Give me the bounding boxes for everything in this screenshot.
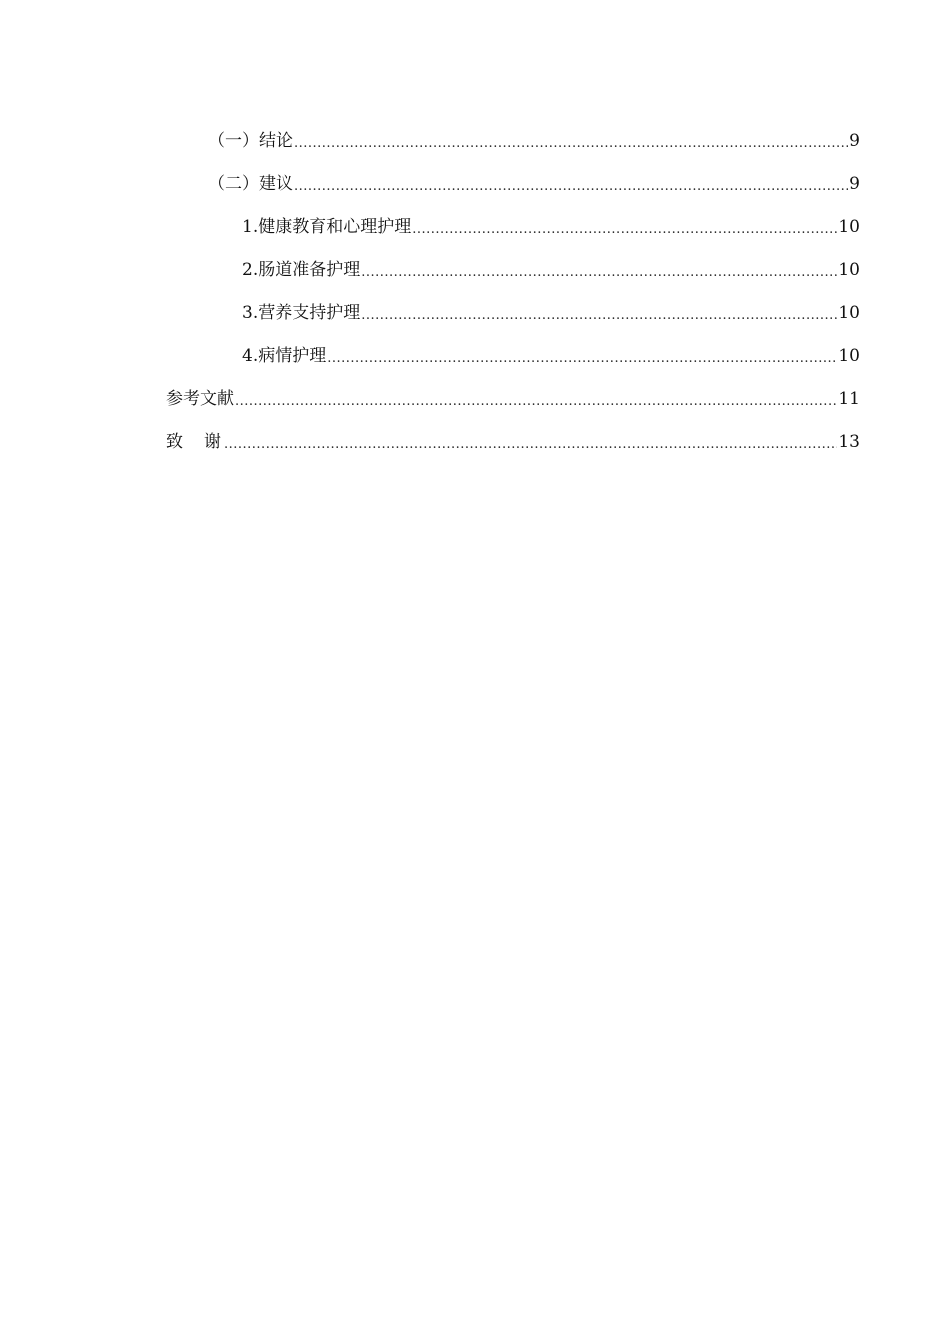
toc-entry-condition-care[interactable] (242, 341, 860, 367)
toc-entry-references[interactable] (166, 384, 860, 410)
toc-entry-title: 致 谢 (166, 432, 223, 452)
toc-dot-leader (235, 388, 837, 410)
toc-dot-leader (294, 130, 848, 152)
toc-page-number: 9 (849, 174, 860, 194)
toc-entry-conclusion[interactable] (208, 126, 860, 152)
toc-entry-title: 4.病情护理 (242, 346, 327, 366)
toc-dot-leader (294, 173, 848, 195)
toc-page-number: 10 (838, 303, 860, 323)
toc-page-number: 9 (849, 131, 860, 151)
toc-page-number: 10 (838, 260, 860, 280)
toc-entry-nutrition-support[interactable] (242, 298, 860, 324)
toc-entry-health-education[interactable] (242, 212, 860, 238)
toc-entry-title: 2.肠道准备护理 (242, 260, 361, 280)
toc-page-number: 10 (838, 217, 860, 237)
toc-page-number: 11 (838, 389, 860, 409)
toc-dot-leader (327, 345, 837, 367)
toc-dot-leader (412, 216, 837, 238)
toc-entry-title: （一）结论 (208, 131, 293, 151)
toc-entry-title: 1.健康教育和心理护理 (242, 217, 412, 237)
toc-dot-leader (224, 431, 837, 453)
toc-entry-suggestions[interactable] (208, 169, 860, 195)
toc-entry-bowel-preparation[interactable] (242, 255, 860, 281)
toc-entry-title: （二）建议 (208, 174, 293, 194)
toc-entry-title: 参考文献 (166, 389, 234, 409)
toc-dot-leader (361, 302, 837, 324)
toc-entry-acknowledgements[interactable] (166, 427, 860, 453)
toc-entry-title: 3.营养支持护理 (242, 303, 361, 323)
toc-page-number: 10 (838, 346, 860, 366)
toc-page-number: 13 (838, 432, 860, 452)
toc-dot-leader (361, 259, 837, 281)
